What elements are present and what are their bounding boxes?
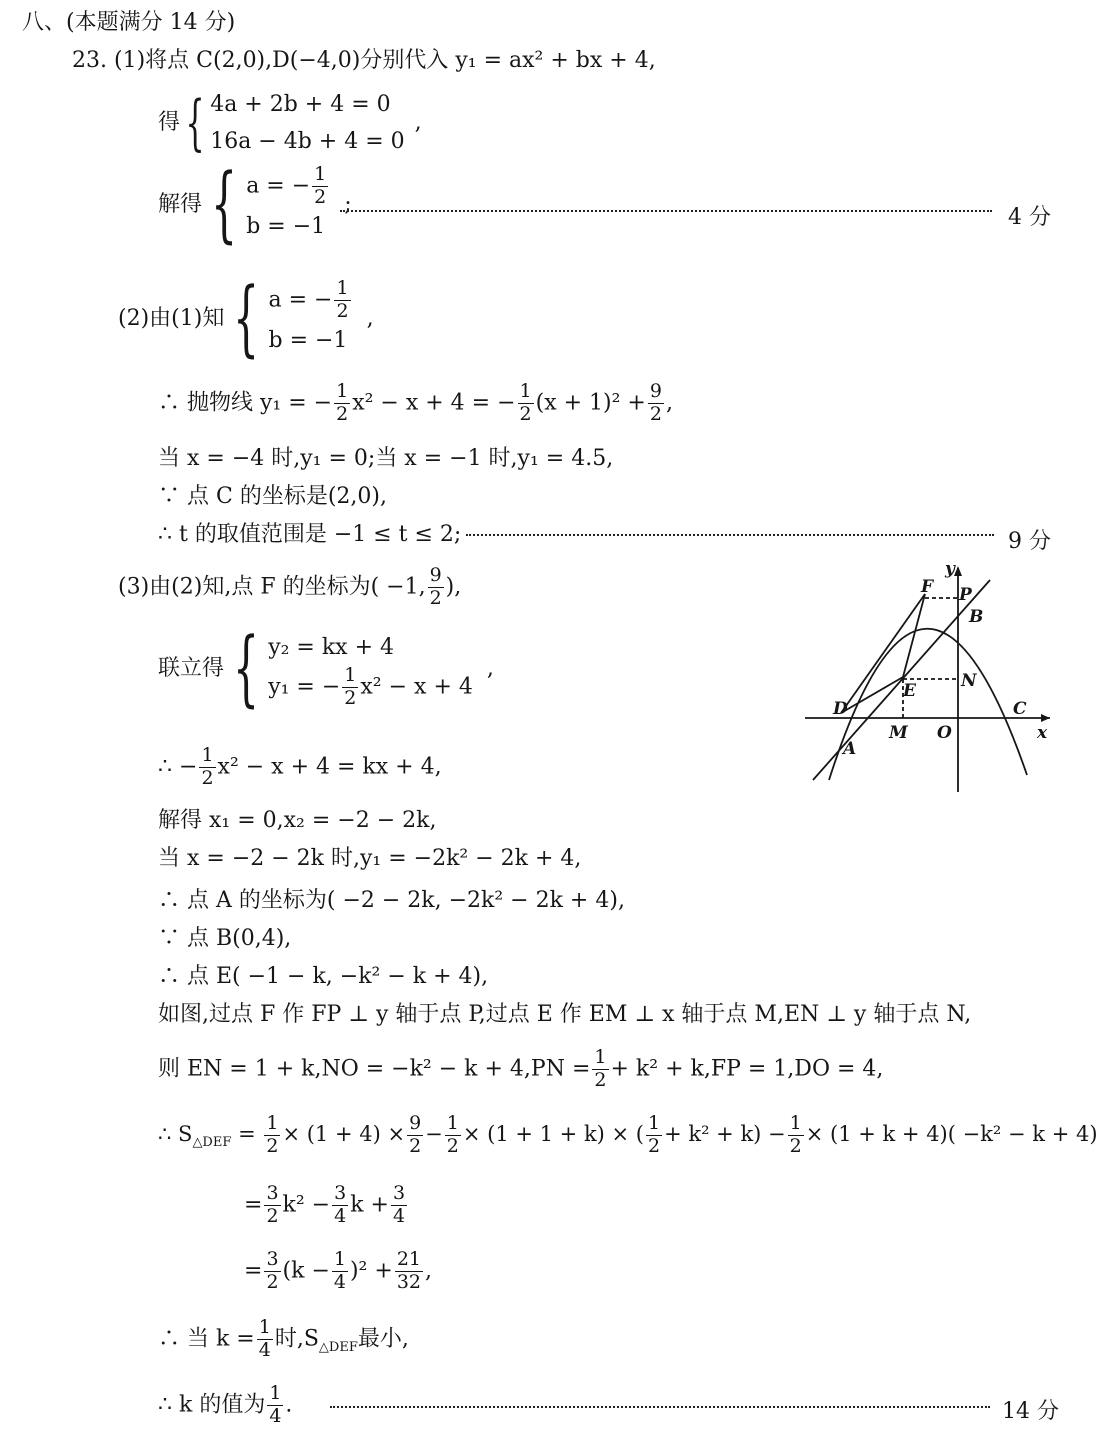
part3-point-a: ∴ 点 A 的坐标为( −2 − 2k, −2k² − 2k + 4), <box>158 888 625 913</box>
part2-b-eq: b = −1 <box>268 327 348 353</box>
part3-construct: 如图,过点 F 作 FP ⊥ y 轴于点 P,过点 E 作 EM ⊥ x 轴于点 M,EN ⊥ y 轴于点 N, <box>158 1002 972 1027</box>
part1-system: 得 { 4a + 2b + 4 = 0 16a − 4b + 4 = 0 , <box>158 86 422 161</box>
part3-step2: = $\frac{3}{2}$ k² − $\frac{3}{4}$ k + $\frac{3}{4}$ <box>244 1182 406 1227</box>
part1-intro <box>72 50 656 72</box>
label-x: x <box>1037 723 1048 743</box>
fraction-one-half: $\frac{1}{2}$ <box>519 380 532 425</box>
fraction-one-half: $\frac{1}{2}$ <box>336 380 349 425</box>
part1-de: 得 <box>158 110 181 136</box>
left-brace-icon: { <box>185 88 205 159</box>
label-o: O <box>937 723 952 743</box>
part1-jiede: 解得 <box>158 192 203 217</box>
part1-eq1: 4a + 2b + 4 = 0 <box>210 92 391 117</box>
fraction-nine-halves: $\frac{9}{2}$ <box>429 564 442 609</box>
part3-point-b: ∵ 点 B(0,4), <box>158 926 292 951</box>
part1-intro-text: (1)将点 C(2,0),D(−4,0)分别代入 y₁ = ax² + bx + 4, <box>114 48 656 73</box>
fraction-one-half: $\frac{1}{2}$ <box>594 1046 607 1091</box>
part3-equation: ∴ − $\frac{1}{2}$ x² − x + 4 = kx + 4, <box>158 744 442 789</box>
part3-area: ∴ $S_{\triangle DEF}$ = $\frac{1}{2}$ × (1 + 4) × $\frac{9}{2}$ − $\frac{1}{2}$ × (1 + 1 + k) × ( $\frac{1}{2}$ + k² + k) − $\frac{1}{2}$ × (1 + k + 4)( −k² − k + 4) <box>158 1112 1098 1157</box>
score-leader-dots <box>340 210 992 212</box>
score-leader-dots <box>466 534 994 536</box>
label-d: D <box>833 699 848 719</box>
part1-b-eq: b = −1 <box>246 213 326 239</box>
fraction-one-half: $\frac{1}{2}$ <box>314 162 327 208</box>
segment-de <box>841 677 903 713</box>
part3-min: ∴ 当 k = $\frac{1}{4}$ 时$,S_{\triangle DEF}$最小, <box>158 1316 409 1361</box>
label-n: N <box>961 671 977 691</box>
part2-lead: (2)由(1)知 { a = − $\frac{1}{2}$ b = −1 , <box>118 271 374 366</box>
part3-lengths: 则 EN = 1 + k,NO = −k² − k + 4,PN = $\frac{1}{2}$ + k² + k,FP = 1,DO = 4, <box>158 1046 884 1091</box>
fraction-one-half: $\frac{1}{2}$ <box>336 276 349 322</box>
part1-solution: 解得 { a = − $\frac{1}{2}$ b = −1 ; <box>158 157 352 252</box>
part3-step3: = $\frac{3}{2}$ (k − $\frac{1}{4}$ )² + $\frac{21}{32}$ , <box>244 1248 432 1293</box>
part2-values: 当 x = −4 时,y₁ = 0;当 x = −1 时,y₁ = 4.5, <box>158 446 614 471</box>
part1-eq2: 16a − 4b + 4 = 0 <box>210 129 405 155</box>
label-a: A <box>843 739 857 759</box>
part1-a-eq: a = − <box>246 173 311 199</box>
part2-a-eq: a = − <box>268 287 333 313</box>
part3-when: 当 x = −2 − 2k 时,y₁ = −2k² − 2k + 4, <box>158 846 582 871</box>
part2-point-c: ∵ 点 C 的坐标是(2,0), <box>158 484 387 509</box>
part2-parabola: ∴ 抛物线 y₁ = − $\frac{1}{2}$ x² − x + 4 = − $\frac{1}{2}$ (x + 1)² + $\frac{9}{2}$ , <box>158 380 673 425</box>
label-c: C <box>1013 699 1027 719</box>
fraction-nine-halves: $\frac{9}{2}$ <box>649 380 662 425</box>
label-m: M <box>889 723 908 743</box>
score-leader-dots <box>330 1406 990 1408</box>
part2-range: ∴ t 的取值范围是 −1 ≤ t ≤ 2; <box>158 522 462 547</box>
parabola-figure <box>805 560 1060 800</box>
problem-number: 23. <box>72 48 107 73</box>
part3-score: 14 分 <box>1002 1399 1059 1424</box>
left-brace-icon: { <box>233 271 260 366</box>
part3-lead: (3)由(2)知,点 F 的坐标为( −1, $\frac{9}{2}$ ), <box>118 564 462 609</box>
left-brace-icon: { <box>233 621 260 716</box>
label-p: P <box>959 585 972 605</box>
part3-roots: 解得 x₁ = 0,x₂ = −2 − 2k, <box>158 808 437 833</box>
section-title: 八、(本题满分 14 分) <box>22 10 236 35</box>
fraction-one-half: $\frac{1}{2}$ <box>344 664 357 710</box>
part3-point-e: ∴ 点 E( −1 − k, −k² − k + 4), <box>158 964 489 989</box>
label-e: E <box>903 681 916 701</box>
y-axis-arrow-icon <box>954 566 962 576</box>
x-axis-arrow-icon <box>1041 714 1050 722</box>
label-b: B <box>969 607 984 627</box>
part2-lead-text: (2)由(1)知 <box>118 306 225 331</box>
label-f: F <box>921 577 934 597</box>
left-brace-icon: { <box>211 157 238 252</box>
part3-y2: y₂ = kx + 4 <box>268 634 395 660</box>
fraction-one-half: $\frac{1}{2}$ <box>201 744 214 789</box>
part3-answer: ∴ k 的值为 $\frac{1}{4}$ . <box>158 1382 293 1427</box>
parabola-curve <box>829 629 1027 780</box>
part3-lianli: 联立得 <box>158 656 225 681</box>
part1-score: 4 分 <box>1008 205 1051 230</box>
part2-score: 9 分 <box>1008 529 1051 554</box>
part3-system: 联立得 { y₂ = kx + 4 y₁ = − $\frac{1}{2}$ x² − x + 4 , <box>158 621 494 716</box>
label-y: y <box>945 559 955 579</box>
